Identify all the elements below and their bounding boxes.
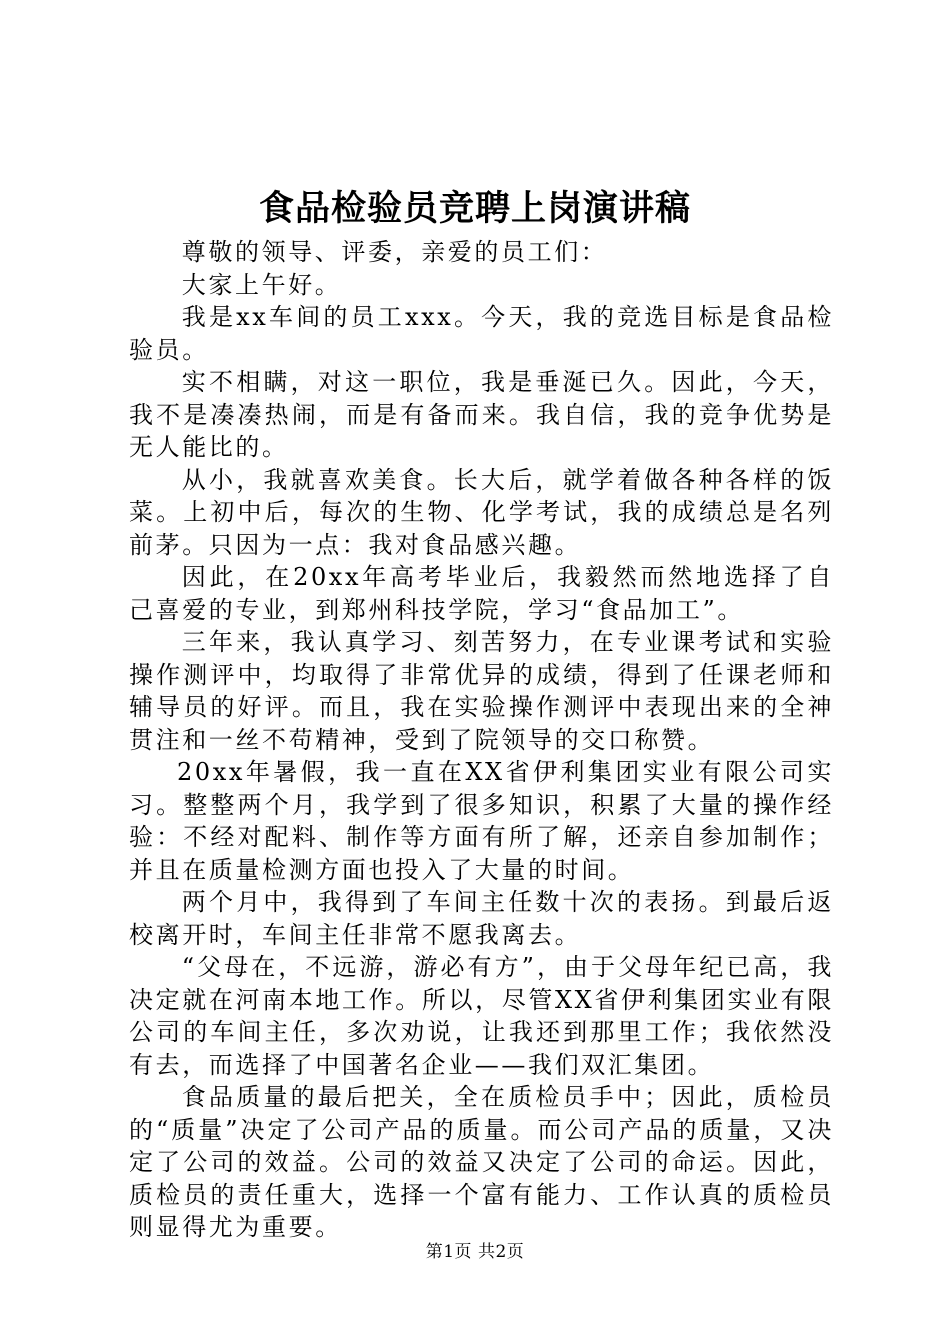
paragraph-childhood: 从小，我就喜欢美食。长大后，就学着做各种各样的饭菜。上初中后，每次的生物、化学考试，我的成绩总是名列前茅。只因为一点：我对食品感兴趣。 [129, 465, 834, 559]
paragraph-introduction: 我是xx车间的员工xxx。今天，我的竞选目标是食品检验员。 [129, 303, 834, 364]
paragraph-education-choice: 因此，在20xx年高考毕业后，我毅然而然地选择了自己喜爱的专业，到郑州科技学院，学习“食品加工”。 [129, 563, 834, 624]
paragraph-salutation: 尊敬的领导、评委，亲爱的员工们： [181, 238, 608, 266]
paragraph-internship: 20xx年暑假，我一直在XX省伊利集团实业有限公司实习。整整两个月，我学到了很多知识，积累了大量的操作经验：不经对配料、制作等方面有所了解，还亲自参加制作；并且在质量检测方面也投入了大量的时间。 [129, 758, 834, 884]
document-body [129, 236, 834, 1244]
paragraph-motivation: 实不相瞒，对这一职位，我是垂涎已久。因此，今天，我不是凑凑热闹，而是有备而来。我自信，我的竞争优势是无人能比的。 [129, 368, 834, 461]
paragraph-quality-importance: 食品质量的最后把关，全在质检员手中；因此，质检员的“质量”决定了公司产品的质量。而公司产品的质量，又决定了公司的效益。公司的效益又决定了公司的命运。因此，质检员的责任重大，选择一个富有能力、工作认真的质检员则显得尤为重要。 [129, 1083, 834, 1241]
paragraph-praise: 两个月中，我得到了车间主任数十次的表扬。到最后返校离开时，车间主任非常不愿我离去。 [129, 888, 834, 949]
paragraph-study-achievements: 三年来，我认真学习、刻苦努力，在专业课考试和实验操作测评中，均取得了非常优异的成绩，得到了任课老师和辅导员的好评。而且，我在实验操作测评中表现出来的全神贯注和一丝不苟精神，受到了院领导的交口称赞。 [129, 628, 834, 754]
page-indicator: 第1页 共2页 [425, 1242, 525, 1262]
document-title: 食品检验员竞聘上岗演讲稿 [258, 188, 691, 229]
paragraph-job-choice: “父母在，不远游，游必有方”，由于父母年纪已高，我决定就在河南本地工作。所以，尽管XX省伊利集团实业有限公司的车间主任，多次劝说，让我还到那里工作；我依然没有去，而选择了中国著名企业——我们双汇集团。 [129, 953, 834, 1079]
paragraph-greeting: 大家上午好。 [181, 270, 342, 299]
